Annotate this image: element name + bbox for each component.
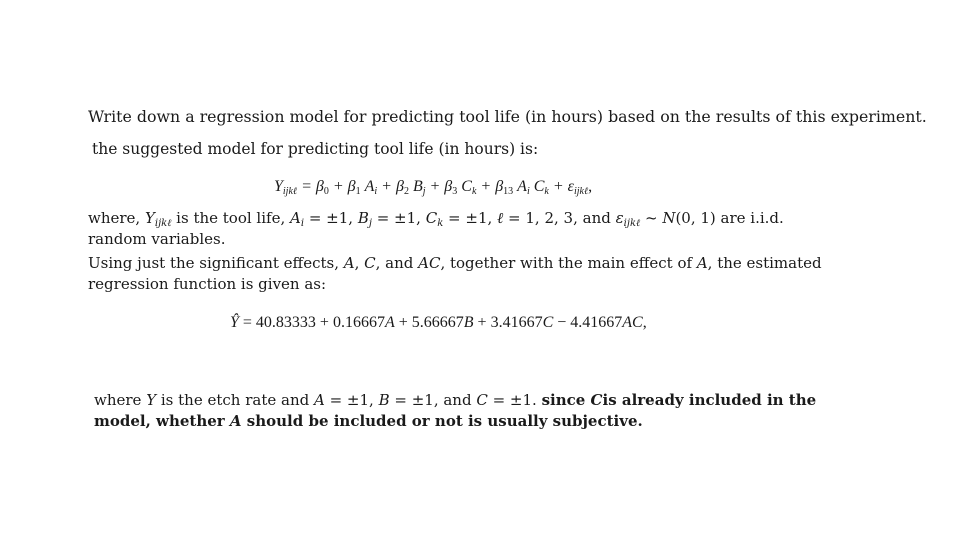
- text-fragment: the suggested model for predicting tool life (in hours) is:: [92, 140, 539, 158]
- text-fragment: − 4.41667: [553, 314, 623, 331]
- text-fragment: model, whether: [94, 412, 230, 430]
- question-text: [88, 108, 927, 126]
- text-fragment: , together with the main effect of: [440, 254, 697, 272]
- text-fragment: j: [422, 186, 426, 197]
- text-fragment: + β: [328, 178, 356, 195]
- text-fragment: AC: [418, 254, 441, 272]
- text-fragment: = ±1,: [324, 391, 379, 409]
- model-intro-text: [92, 140, 538, 158]
- text-fragment: A: [290, 209, 301, 227]
- text-fragment: , and: [375, 254, 419, 272]
- text-fragment: + ε: [548, 178, 574, 195]
- text-fragment: = 1, 2, 3, and: [503, 209, 616, 227]
- text-fragment: ijkℓ: [154, 218, 172, 229]
- significant-effects-text: [88, 254, 822, 272]
- text-fragment: A: [343, 254, 355, 272]
- text-fragment: random variables.: [88, 230, 226, 248]
- text-fragment: A: [696, 254, 708, 272]
- regression-equation: [230, 313, 647, 333]
- text-fragment: = ±1,: [443, 209, 498, 227]
- text-fragment: Y: [144, 209, 155, 227]
- text-fragment: regression function is given as:: [88, 275, 327, 293]
- text-fragment: Ŷ: [230, 314, 239, 331]
- text-fragment: k: [544, 186, 549, 197]
- significant-effects-text-line2: [88, 275, 326, 293]
- text-fragment: C: [542, 314, 554, 331]
- text-fragment: 13: [503, 186, 514, 197]
- text-fragment: C: [529, 178, 545, 195]
- text-fragment: B: [378, 391, 390, 409]
- text-fragment: k: [437, 218, 444, 229]
- text-fragment: C: [457, 178, 472, 195]
- text-fragment: B: [357, 209, 369, 227]
- text-fragment: + 5.66667: [394, 314, 464, 331]
- text-fragment: 1: [355, 186, 361, 197]
- text-fragment: Using just the significant effects,: [88, 254, 344, 272]
- text-fragment: i: [374, 186, 378, 197]
- text-fragment: + β: [476, 178, 504, 195]
- text-fragment: is the etch rate and: [156, 391, 314, 409]
- text-fragment: Y: [274, 178, 283, 195]
- text-fragment: , the estimated: [707, 254, 822, 272]
- model-definition-text-line2: [88, 230, 225, 248]
- text-fragment: C: [425, 209, 438, 227]
- text-fragment: C: [476, 391, 488, 409]
- conclusion-text: [94, 391, 816, 409]
- text-fragment: ijkℓ: [282, 186, 298, 197]
- text-fragment: = β: [297, 178, 324, 195]
- text-fragment: since: [541, 391, 591, 409]
- text-fragment: + β: [425, 178, 453, 195]
- text-fragment: ,: [642, 314, 647, 331]
- text-fragment: = ±1,: [371, 209, 426, 227]
- text-fragment: = ±1,: [304, 209, 358, 227]
- text-fragment: is already included in the: [602, 391, 817, 409]
- text-fragment: A: [229, 412, 242, 430]
- text-fragment: i: [300, 218, 305, 229]
- text-fragment: A: [513, 178, 527, 195]
- text-fragment: A: [384, 314, 395, 331]
- conclusion-text-line2: [94, 412, 643, 430]
- text-fragment: = ±1.: [487, 391, 542, 409]
- text-fragment: C: [590, 391, 603, 409]
- text-fragment: C: [364, 254, 376, 272]
- text-fragment: ℓ: [497, 209, 504, 227]
- text-fragment: where,: [88, 209, 145, 227]
- text-fragment: = 40.83333 + 0.16667: [238, 314, 385, 331]
- text-fragment: k: [471, 186, 477, 197]
- model-definition-text: [88, 209, 784, 227]
- text-fragment: ijkℓ: [573, 186, 589, 197]
- text-fragment: ,: [354, 254, 365, 272]
- text-fragment: Y: [146, 391, 157, 409]
- text-fragment: i: [526, 186, 530, 197]
- text-fragment: is the tool life,: [171, 209, 290, 227]
- text-fragment: ~: [640, 209, 663, 227]
- text-fragment: 0: [323, 186, 329, 197]
- text-fragment: A: [360, 178, 375, 195]
- text-fragment: 3: [452, 186, 458, 197]
- text-fragment: where: [94, 391, 147, 409]
- text-fragment: ,: [588, 178, 593, 195]
- model-equation: [274, 177, 592, 197]
- text-fragment: ijkℓ: [623, 218, 641, 229]
- text-fragment: + β: [377, 178, 404, 195]
- text-fragment: ε: [615, 209, 624, 227]
- text-fragment: N: [662, 209, 676, 227]
- text-fragment: = ±1, and: [389, 391, 477, 409]
- text-fragment: (0, 1) are i.i.d.: [675, 209, 784, 227]
- text-fragment: + 3.41667: [473, 314, 543, 331]
- text-fragment: j: [368, 218, 372, 229]
- text-fragment: AC: [622, 314, 643, 331]
- text-fragment: B: [408, 178, 423, 195]
- text-fragment: should be included or not is usually subjective.: [241, 412, 643, 430]
- text-fragment: 2: [403, 186, 409, 197]
- text-fragment: B: [463, 314, 474, 331]
- text-fragment: Write down a regression model for predicting tool life (in hours) based on the results of this experiment.: [88, 107, 927, 126]
- text-fragment: A: [313, 391, 325, 409]
